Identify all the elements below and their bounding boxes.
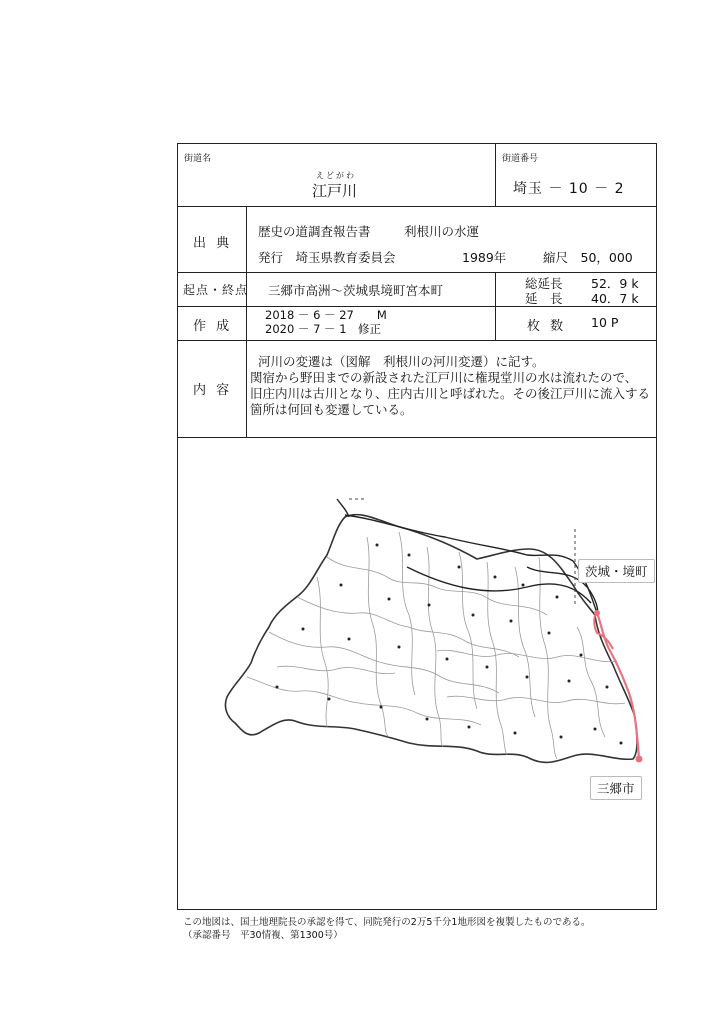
- route-end-marker: [636, 756, 643, 763]
- divider-label-column: [246, 206, 247, 437]
- contents-line-1: 河川の変遷は（図解 利根川の河川変遷）に記す。: [258, 354, 545, 369]
- road-name-ruby: えどがわ: [316, 171, 356, 180]
- source-report-subtitle: 利根川の水運: [404, 224, 480, 239]
- start-point-label: 茨城・境町: [578, 559, 655, 583]
- approval-number: （承認番号 平30情複、第1300号）: [183, 930, 343, 941]
- divider-endpoints: [177, 306, 657, 307]
- source-publisher: 発行 埼玉県教育委員会: [258, 250, 396, 265]
- prefecture-outline: [225, 515, 637, 763]
- divider-right-column: [495, 272, 496, 340]
- contents-line-2: 関宿から野田までの新設された江戸川に権現堂川の水は流れたので、: [250, 370, 638, 385]
- contents-line-3: 旧庄内川は古川となり、庄内古川と呼ばれた。その後江戸川に流入する: [250, 386, 651, 401]
- road-name: 江戸川: [312, 182, 358, 200]
- created-date: 2018 － 6 － 27 M: [265, 308, 387, 322]
- road-number-label: 街道番号: [502, 154, 539, 164]
- divider-source: [177, 272, 657, 273]
- created-label: 作 成: [193, 319, 233, 334]
- length-value: 40．7 k: [591, 291, 639, 306]
- pages-value: 10 P: [591, 315, 619, 330]
- total-length-label: 総延長: [525, 276, 563, 291]
- route-start-marker: [594, 610, 600, 616]
- end-point-label: 三郷市: [590, 776, 642, 800]
- road-number: 埼玉 － 10 － 2: [513, 181, 625, 197]
- copyright-note: この地図は、国土地理院長の承認を得て、同院発行の2万5千分1地形図を複製したものである。: [183, 917, 591, 928]
- source-scale: 縮尺 50，000: [543, 250, 633, 265]
- source-report-title: 歴史の道調査報告書: [258, 224, 371, 239]
- route-map: [177, 437, 657, 910]
- divider-header-vertical: [495, 143, 496, 206]
- divider-header: [177, 206, 657, 207]
- pages-label: 枚 数: [527, 319, 567, 334]
- source-label: 出 典: [193, 236, 233, 251]
- endpoints-value: 三郷市高洲～茨城県境町宮本町: [268, 283, 444, 298]
- contents-label: 内 容: [193, 383, 233, 398]
- route-line: [597, 613, 639, 759]
- road-name-label: 街道名: [184, 154, 212, 164]
- revised-date: 2020 － 7 － 1 修正: [265, 322, 382, 336]
- endpoints-label: 起点・終点: [183, 283, 249, 297]
- source-year: 1989年: [462, 250, 507, 265]
- total-length-value: 52．9 k: [591, 276, 639, 291]
- divider-created: [177, 340, 657, 341]
- contents-line-4: 箇所は何回も変遷している。: [250, 402, 413, 417]
- length-label: 延 長: [525, 291, 563, 306]
